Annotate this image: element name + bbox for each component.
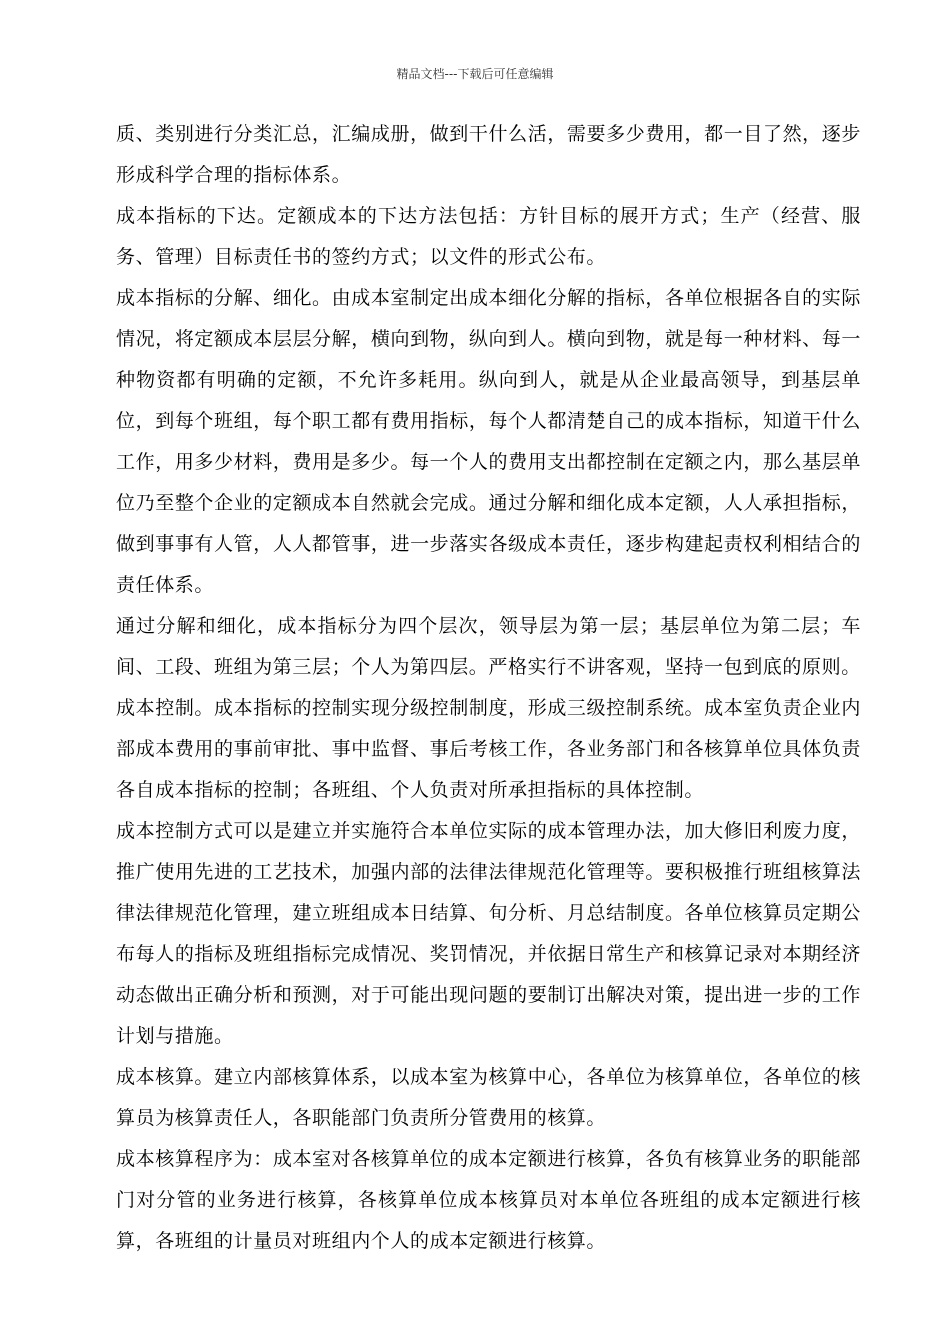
- paragraph-control-methods: 成本控制方式可以是建立并实施符合本单位实际的成本管理办法，加大修旧利废力度，推广使用先进的工艺技术，加强内部的法律法律规范化管理等。要积极推行班组核算法律法律规范化管理，建立班组成本日结算、旬分析、月总结制度。各单位核算员定期公布每人的指标及班组指标完成情况、奖罚情况，并依据日常生产和核算记录对本期经济动态做出正确分析和预测，对于可能出现问题的要制订出解决对策，提出进一步的工作计划与措施。: [116, 820, 861, 1047]
- paragraph-indicator-breakdown: 成本指标的分解、细化。由成本室制定出成本细化分解的指标，各单位根据各自的实际情况，将定额成本层层分解，横向到物，纵向到人。横向到物，就是每一种材料、每一种物资都有明确的定额，不允许多耗用。纵向到人，就是从企业最高领导，到基层单位，到每个班组，每个职工都有费用指标，每个人都清楚自己的成本指标，知道干什么工作，用多少材料，费用是多少。每一个人的费用支出都控制在定额之内，那么基层单位乃至整个企业的定额成本自然就会完成。通过分解和细化成本定额，人人承担指标，做到事事有人管，人人都管事，进一步落实各级成本责任，逐步构建起责权利相结合的责任体系。: [116, 287, 861, 596]
- paragraph-accounting-procedure: 成本核算程序为：成本室对各核算单位的成本定额进行核算，各负有核算业务的职能部门对分管的业务进行核算，各核算单位成本核算员对本单位各班组的成本定额进行核算，各班组的计量员对班组内个人的成本定额进行核算。: [116, 1148, 861, 1252]
- paragraph-indicator-system: 质、类别进行分类汇总，汇编成册，做到干什么活，需要多少费用，都一目了然，逐步形成科学合理的指标体系。: [116, 123, 861, 186]
- paragraph-cost-accounting: 成本核算。建立内部核算体系，以成本室为核算中心，各单位为核算单位，各单位的核算员为核算责任人，各职能部门负责所分管费用的核算。: [116, 1066, 861, 1129]
- page-header: 精品文档---下载后可任意编辑: [396, 67, 554, 81]
- document-body: [116, 114, 861, 1262]
- paragraph-cost-control: 成本控制。成本指标的控制实现分级控制制度，形成三级控制系统。成本室负责企业内部成本费用的事前审批、事中监督、事后考核工作，各业务部门和各核算单位具体负责各自成本指标的控制；各班组、个人负责对所承担指标的具体控制。: [116, 697, 861, 801]
- paragraph-indicator-levels: 通过分解和细化，成本指标分为四个层次，领导层为第一层；基层单位为第二层；车间、工段、班组为第三层；个人为第四层。严格实行不讲客观，坚持一包到底的原则。: [116, 615, 861, 678]
- paragraph-indicator-issuance: 成本指标的下达。定额成本的下达方法包括：方针目标的展开方式；生产（经营、服务、管理）目标责任书的签约方式；以文件的形式公布。: [116, 205, 861, 268]
